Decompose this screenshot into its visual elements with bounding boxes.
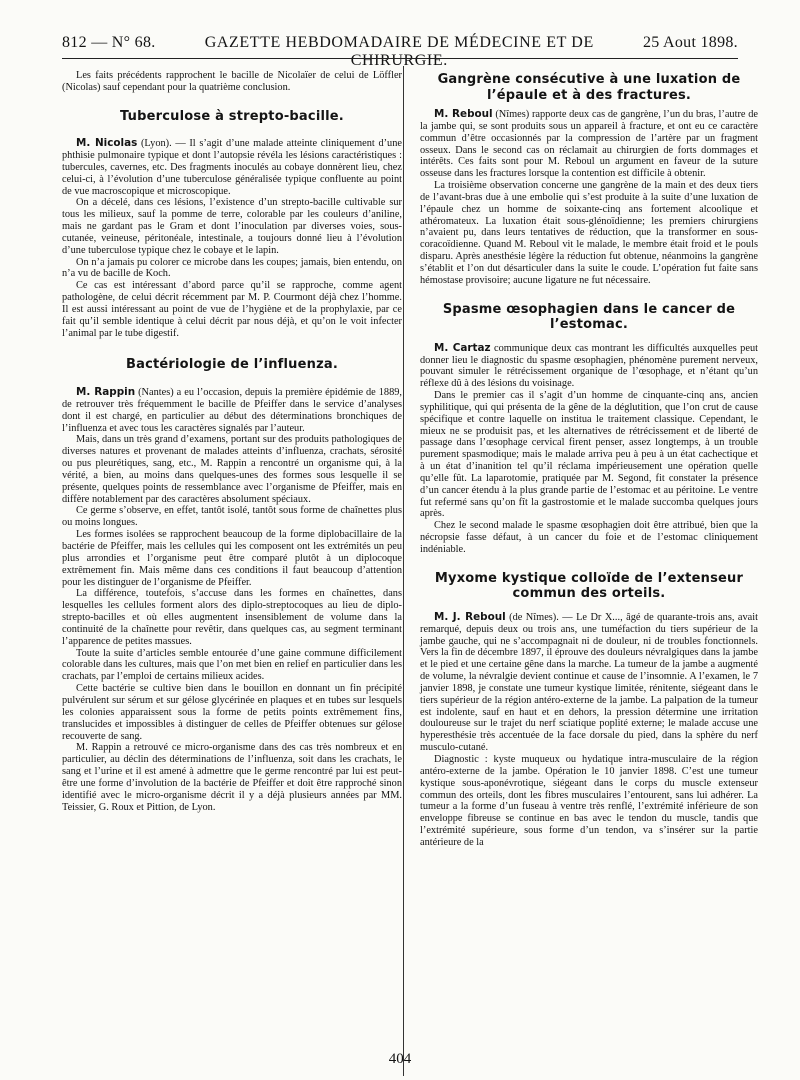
paragraph-text: (Nantes) a eu l’occasion, depuis la première épidémie de 1889, de retrouver très fréquemment le bacille de Pfeiffer dans le service d’analyses dont il est chargé, en particulier au début des déterminations bronchiques de l’influenza et avec tous les caractères signalés par l’auteur. (62, 387, 402, 434)
author-name: M. Cartaz (434, 341, 491, 354)
paragraph: Dans le premier cas il s’agit d’un homme de cinquante-cinq ans, ancien syphilitique, qui qui présenta de la gêne de la déglutition, que l’on crut de cause spécifique et contre laquelle on institua le traitement classique. Cependant, le mieux ne se produisit pas, et les alternatives de rétrécissement et de liberté de passage dans l’œsophage cervical firent penser, assez longtemps, à un trouble purement spasmodique; mais le malade arriva peu à peu à un état cachectique et à un état d’inanition tel qu’il réclama impérieusement une opération quelle qu’elle fût. La laparotomie, pratiquée par M. Segond, fit constater la présence d’un cancer étendu à la plus grande partie de l’estomac et au péritoine. Le ventre fut refermé sans qu’on fît la gastrostomie et le malade succomba quelques jours après. (420, 390, 758, 520)
paragraph: La troisième observation concerne une gangrène de la main et des deux tiers de l’avant-bras due à une embolie qui s’est produite à la suite d’une luxation de l’épaule chez un homme de soixante-cinq ans fortement alcoolique et athéromateux. La luxation était sous-glénoïdienne; les premiers chirurgiens n’avaient pu, dans leurs tentatives de réduction, que la transformer en sous-coracoïdienne. Quand M. Reboul vit le malade, le membre était froid et le pouls disparu. Après anesthésie légère la réduction fut obtenue, néanmoins la gangrène s’établit et l’on dut désarticuler dans la suite le coude. L’opération fut faite sans hémostase provisoire; aucune ligature ne fut nécessaire. (420, 180, 758, 286)
paragraph-text: (Nîmes) rapporte deux cas de gangrène, l’un du bras, l’autre de la jambe qui, se sont produits sous un appareil à fracture, et ont eu ce caractère commun d’être occasionnés par la compression de l’artère par un fragment osseux. Dans le second cas on réclamait au chirurgien de forts dommages et intérêts. Ces faits sont pour M. Reboul un argument en faveur de la suture osseuse dans les fractures lorsque la contention est difficile à obtenir. (420, 109, 758, 180)
paragraph: Chez le second malade le spasme œsophagien doit être attribué, bien que la nécropsie fasse défaut, à un cancer du foie et de l’estomac cliniquement indéniable. (420, 520, 758, 555)
author-name: M. J. Reboul (434, 610, 506, 623)
paragraph: La différence, toutefois, s’accuse dans les formes en chaînettes, dans lesquelles les cellules forment alors des diplo-streptocoques au lieu de diplo-strepto-bacilles et où elles augmentent insensiblement de volume dans la continuité de la chaînette pour revêtir, dans quelques cas, au segment terminant l’apparence de petites massues. (62, 588, 402, 647)
paragraph-text: communique deux cas montrant les difficultés auxquelles peut donner lieu le diagnostic du spasme œsophagien, phénomène purement nerveux, pouvant simuler le rétrécissement organique de l’œsophage, et n’étant qu’un réflexe dû à des lésions du voisinage. (420, 342, 758, 390)
section-title-tuberculose: Tuberculose à strepto-bacille. (120, 108, 344, 124)
column-divider (403, 66, 404, 1076)
paragraph (62, 387, 402, 434)
paragraph (62, 138, 402, 197)
paragraph: On a décelé, dans ces lésions, l’existence d’un strepto-bacille cultivable sur tous les milieux, sauf la pomme de terre, colorable par les couleurs d’aniline, mais ne gardant pas le Gram et dont l’inoculation par diverses voies, sous-cutanée, veineuse, péritonéale, intestinale, a toujours donné lieu à l’évolution d’une tuberculose typique chez le cobaye et le lapin. (62, 197, 402, 256)
issue-date: 25 Aout 1898. (642, 34, 738, 51)
paragraph: Ce cas est intéressant d’abord parce qu’il se rapproche, comme agent pathologène, de celui décrit récemment par M. P. Courmont déjà chez l’homme. Il est aussi intéressant au point de vue de l’hygiène et de la prophylaxie, par ce fait qu’il semble identique à celui décrit par nous déjà, et qu’on le voit infecter l’animal par le tube digestif. (62, 280, 402, 339)
paragraph (420, 109, 758, 180)
paragraph (420, 343, 758, 390)
paragraph: Diagnostic : kyste muqueux ou hydatique intra-musculaire de la région antéro-externe de la jambe. Opération le 10 janvier 1898. C’est une tumeur kystique sous-aponévrotique, siégeant dans le corps du muscle extenseur commun des orteils, dont les fibres musculaires l’entourent, sans lui adhérer. La tumeur a la forme d’un fuseau à ventre très renflé, l’extrémité inférieure de son enveloppe fibreuse se continue en bas avec le tendon du muscle, tandis que l’extrémité supérieure, sous forme d’un tendon, va s’insérer sur la partie antérieure de la (420, 753, 758, 848)
paragraph (420, 612, 758, 754)
paragraph-text: (Lyon). — Il s’agit d’une malade atteinte cliniquement d’une phthisie pulmonaire typique et dont l’autopsie révéla les lésions caractéristiques : tubercules, cavernes, etc. Des fragments inoculés au cobaye donnèrent lieu, chez celui-ci, à l’évolution d’une tuberculose généralisée typique confluente au point de vue macroscopique et microscopique. (62, 138, 402, 197)
right-column (420, 68, 758, 849)
author-name: M. Nicolas (76, 137, 138, 150)
paragraph: Toute la suite d’articles semble entourée d’une gaine commune difficilement colorable dans les cultures, mais que l’on met bien en relief en particulier dans les crachats, par l’emploi de certains milieux acides. (62, 647, 402, 683)
paragraph: M. Rappin a retrouvé ce micro-organisme dans des cas très nombreux et en particulier, au déclin des déterminations de l’influenza, soit dans les crachats, le sang et l’urine et il est amené à admettre que le germe rencontré par lui est peut-être une forme d’involution de la bactérie de Pfeiffer et doit être rapproché sinon identifié avec le micro-organisme décrit il y a déjà plusieurs années par MM. Teissier, G. Roux et Pittion, de Lyon. (62, 742, 402, 813)
paragraph: Les formes isolées se rapprochent beaucoup de la forme diplobacillaire de la bactérie de Pfeiffer, mais les cellules qui les composent ont les extrémités un peu plus arrondies et l’organisme peut être comparé plutôt à un diplocoque extrêmement fin. Mais même dans ces conditions il faut beaucoup d’attention pour les distinguer de l’organisme de Pfeiffer. (62, 529, 402, 588)
paragraph: Ce germe s’observe, en effet, tantôt isolé, tantôt sous forme de chaînettes plus ou moins longues. (62, 505, 402, 529)
section-title-gangrene: Gangrène consécutive à une luxation de l’épaule et à des fractures. (437, 72, 741, 103)
left-column (62, 68, 402, 813)
author-name: M. Reboul (434, 108, 493, 120)
author-name: M. Rappin (76, 386, 136, 399)
paragraph: Cette bactérie se cultive bien dans le bouillon en donnant un fin précipité pulvérulent sur sérum et sur gélose glycérinée en plaques et en tubes sur lesquels les colonies apparaissent sous la forme de petits points extrêmement fins, translucides et impossibles à distinguer de celles de Pfeiffer obtenues sur gélose recouverte de sang. (62, 683, 402, 742)
header-rule (62, 58, 738, 59)
section-title-spasme: Spasme œsophagien dans le cancer de l’estomac. (442, 301, 736, 333)
section-title-influenza: Bactériologie de l’influenza. (126, 356, 338, 372)
intro-paragraph: Les faits précédents rapprochent le bacille de Nicolaïer de celui de Löffler (Nicolas) sauf cependant pour la quatrième conclusion. (62, 70, 402, 93)
paragraph: Mais, dans un très grand d’examens, portant sur des produits pathologiques de diverses natures et provenant de malades atteints d’influenza, crachats, sérosité ou pus pleurétiques, sang, etc., M. Rappin a rencontré un organisme qui, à la vérité, a bien, au moins dans quelques-unes des formes sous lesquelle il se présente, quelques points de ressemblance avec l’organisme de Pfeiffer, mais en diffère notablement par des caractères absolument spéciaux. (62, 434, 402, 505)
journal-title: GAZETTE HEBDOMADAIRE DE MÉDECINE ET DE CHIRURGIE. (204, 34, 594, 69)
page-reference: 812 — N° 68. (62, 34, 156, 51)
running-head (62, 34, 738, 69)
paragraph-text: (de Nîmes). — Le Dr X..., âgé de quarante-trois ans, avait remarqué, depuis deux ou trois ans, une tuméfaction du tiers supérieur de la jambe gauche, qui ne s’accompagnait ni de douleur, ni de troubles fonctionnels. Vers la fin de décembre 1897, il éprouve des douleurs névralgiques dans la jambe et le pied et une certaine gêne dans la marche. La tumeur de la jambe a augmenté de volume, la névralgie devient continue et cause de l’insomnie. A l’examen, le 7 janvier 1898, je constate une tumeur kystique limitée, rénitente, siégeant dans le tiers supérieur de la région antéro-externe de la jambe. La palpation de la tumeur est indolente, sauf en haut et en dehors, la pression détermine une irritation douloureuse sur le trajet du nerf sciatique poplité externe; le malade accuse une hyperesthésie très accentuée de la face dorsale du pied, dans la sphère du nerf musculo-cutané. (420, 611, 758, 754)
page-number: 404 (388, 1051, 412, 1067)
paragraph: On n’a jamais pu colorer ce microbe dans les coupes; jamais, bien entendu, on n’a vu de bacille de Koch. (62, 256, 402, 280)
section-title-myxome: Myxome kystique colloïde de l’extenseur commun des orteils. (434, 570, 744, 602)
